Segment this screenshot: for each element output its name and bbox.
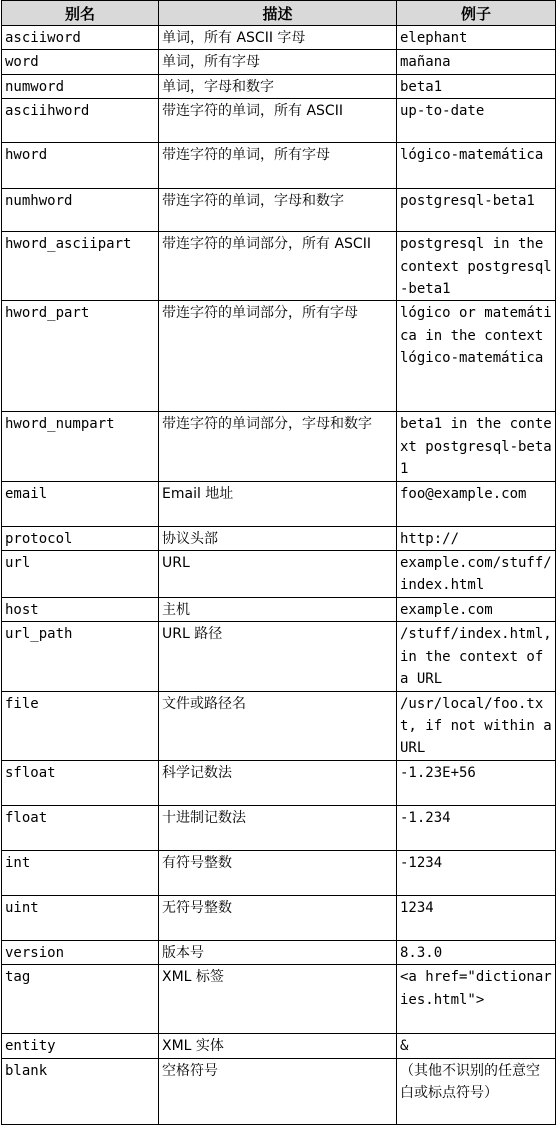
- cell-alias: version: [2, 940, 159, 964]
- cell-alias: numhword: [2, 189, 159, 232]
- cell-alias: url: [2, 551, 159, 598]
- cell-description: 带连字符的单词，所有字母: [159, 143, 397, 189]
- table-row: [2, 526, 556, 550]
- cell-alias: float: [2, 805, 159, 850]
- cell-alias: int: [2, 850, 159, 895]
- cell-alias: hword_asciipart: [2, 232, 159, 301]
- cell-alias: entity: [2, 1034, 159, 1058]
- table-row: [2, 551, 556, 598]
- cell-example: <a href="dictionaries.html">: [397, 965, 556, 1034]
- table-row: [2, 143, 556, 189]
- cell-example: 1234: [397, 895, 556, 940]
- cell-alias: file: [2, 691, 159, 760]
- cell-description: XML 标签: [159, 965, 397, 1034]
- cell-example: example.com/stuff/index.html: [397, 551, 556, 598]
- table-row: [2, 50, 556, 74]
- cell-example: up-to-date: [397, 99, 556, 143]
- cell-example: http://: [397, 526, 556, 550]
- table-row: [2, 301, 556, 412]
- table-row: [2, 940, 556, 964]
- cell-description: 单词，所有字母: [159, 50, 397, 74]
- cell-example: postgresql in the context postgresql-beta1: [397, 232, 556, 301]
- cell-description: URL 路径: [159, 622, 397, 691]
- table-row: [2, 232, 556, 301]
- cell-example: postgresql-beta1: [397, 189, 556, 232]
- header-description: 描述: [159, 1, 397, 26]
- cell-alias: sfloat: [2, 760, 159, 805]
- cell-example: beta1 in the context postgresql-beta1: [397, 412, 556, 481]
- cell-alias: tag: [2, 965, 159, 1034]
- cell-description: 单词，字母和数字: [159, 74, 397, 98]
- table-row: [2, 622, 556, 691]
- token-types-table: [1, 0, 556, 1125]
- table-row: [2, 691, 556, 760]
- table-row: [2, 99, 556, 143]
- cell-description: 带连字符的单词，所有 ASCII: [159, 99, 397, 143]
- cell-example: &: [397, 1034, 556, 1058]
- cell-example: elephant: [397, 26, 556, 50]
- table-row: [2, 850, 556, 895]
- cell-alias: asciihword: [2, 99, 159, 143]
- cell-example: 8.3.0: [397, 940, 556, 964]
- cell-description: 带连字符的单词部分，所有字母: [159, 301, 397, 412]
- cell-description: 单词，所有 ASCII 字母: [159, 26, 397, 50]
- cell-description: XML 实体: [159, 1034, 397, 1058]
- cell-example: /usr/local/foo.txt, if not within a URL: [397, 691, 556, 760]
- table-row: [2, 805, 556, 850]
- cell-example: foo@example.com: [397, 481, 556, 526]
- table-row: [2, 26, 556, 50]
- table-row: [2, 74, 556, 98]
- table-row: [2, 760, 556, 805]
- cell-description: Email 地址: [159, 481, 397, 526]
- cell-description: 带连字符的单词，字母和数字: [159, 189, 397, 232]
- cell-alias: blank: [2, 1058, 159, 1124]
- header-row: [2, 1, 556, 26]
- table-row: [2, 1034, 556, 1058]
- header-example: 例子: [397, 1, 556, 26]
- cell-alias: protocol: [2, 526, 159, 550]
- cell-example: example.com: [397, 597, 556, 621]
- cell-description: URL: [159, 551, 397, 598]
- cell-alias: email: [2, 481, 159, 526]
- cell-description: 带连字符的单词部分，所有 ASCII: [159, 232, 397, 301]
- cell-description: 主机: [159, 597, 397, 621]
- cell-example: （其他不识别的任意空白或标点符号）: [397, 1058, 556, 1124]
- table-body: [2, 26, 556, 1125]
- header-alias: 别名: [2, 1, 159, 26]
- table-row: [2, 965, 556, 1034]
- cell-example: mañana: [397, 50, 556, 74]
- table-row: [2, 189, 556, 232]
- cell-description: 无符号整数: [159, 895, 397, 940]
- cell-alias: asciiword: [2, 26, 159, 50]
- table-row: [2, 597, 556, 621]
- table-row: [2, 481, 556, 526]
- cell-alias: url_path: [2, 622, 159, 691]
- table-row: [2, 412, 556, 481]
- cell-example: -1.234: [397, 805, 556, 850]
- cell-alias: hword_numpart: [2, 412, 159, 481]
- cell-description: 十进制记数法: [159, 805, 397, 850]
- cell-description: 协议头部: [159, 526, 397, 550]
- cell-description: 空格符号: [159, 1058, 397, 1124]
- cell-alias: word: [2, 50, 159, 74]
- cell-alias: uint: [2, 895, 159, 940]
- cell-example: -1.23E+56: [397, 760, 556, 805]
- cell-description: 科学记数法: [159, 760, 397, 805]
- cell-alias: hword: [2, 143, 159, 189]
- cell-example: beta1: [397, 74, 556, 98]
- cell-example: /stuff/index.html, in the context of a URL: [397, 622, 556, 691]
- cell-description: 有符号整数: [159, 850, 397, 895]
- cell-example: lógico-matemática: [397, 143, 556, 189]
- table-row: [2, 895, 556, 940]
- cell-example: -1234: [397, 850, 556, 895]
- cell-description: 带连字符的单词部分，字母和数字: [159, 412, 397, 481]
- cell-alias: hword_part: [2, 301, 159, 412]
- cell-alias: numword: [2, 74, 159, 98]
- table-row: [2, 1058, 556, 1124]
- cell-example: lógico or matemática in the context lógico-matemática: [397, 301, 556, 412]
- cell-alias: host: [2, 597, 159, 621]
- cell-description: 版本号: [159, 940, 397, 964]
- cell-description: 文件或路径名: [159, 691, 397, 760]
